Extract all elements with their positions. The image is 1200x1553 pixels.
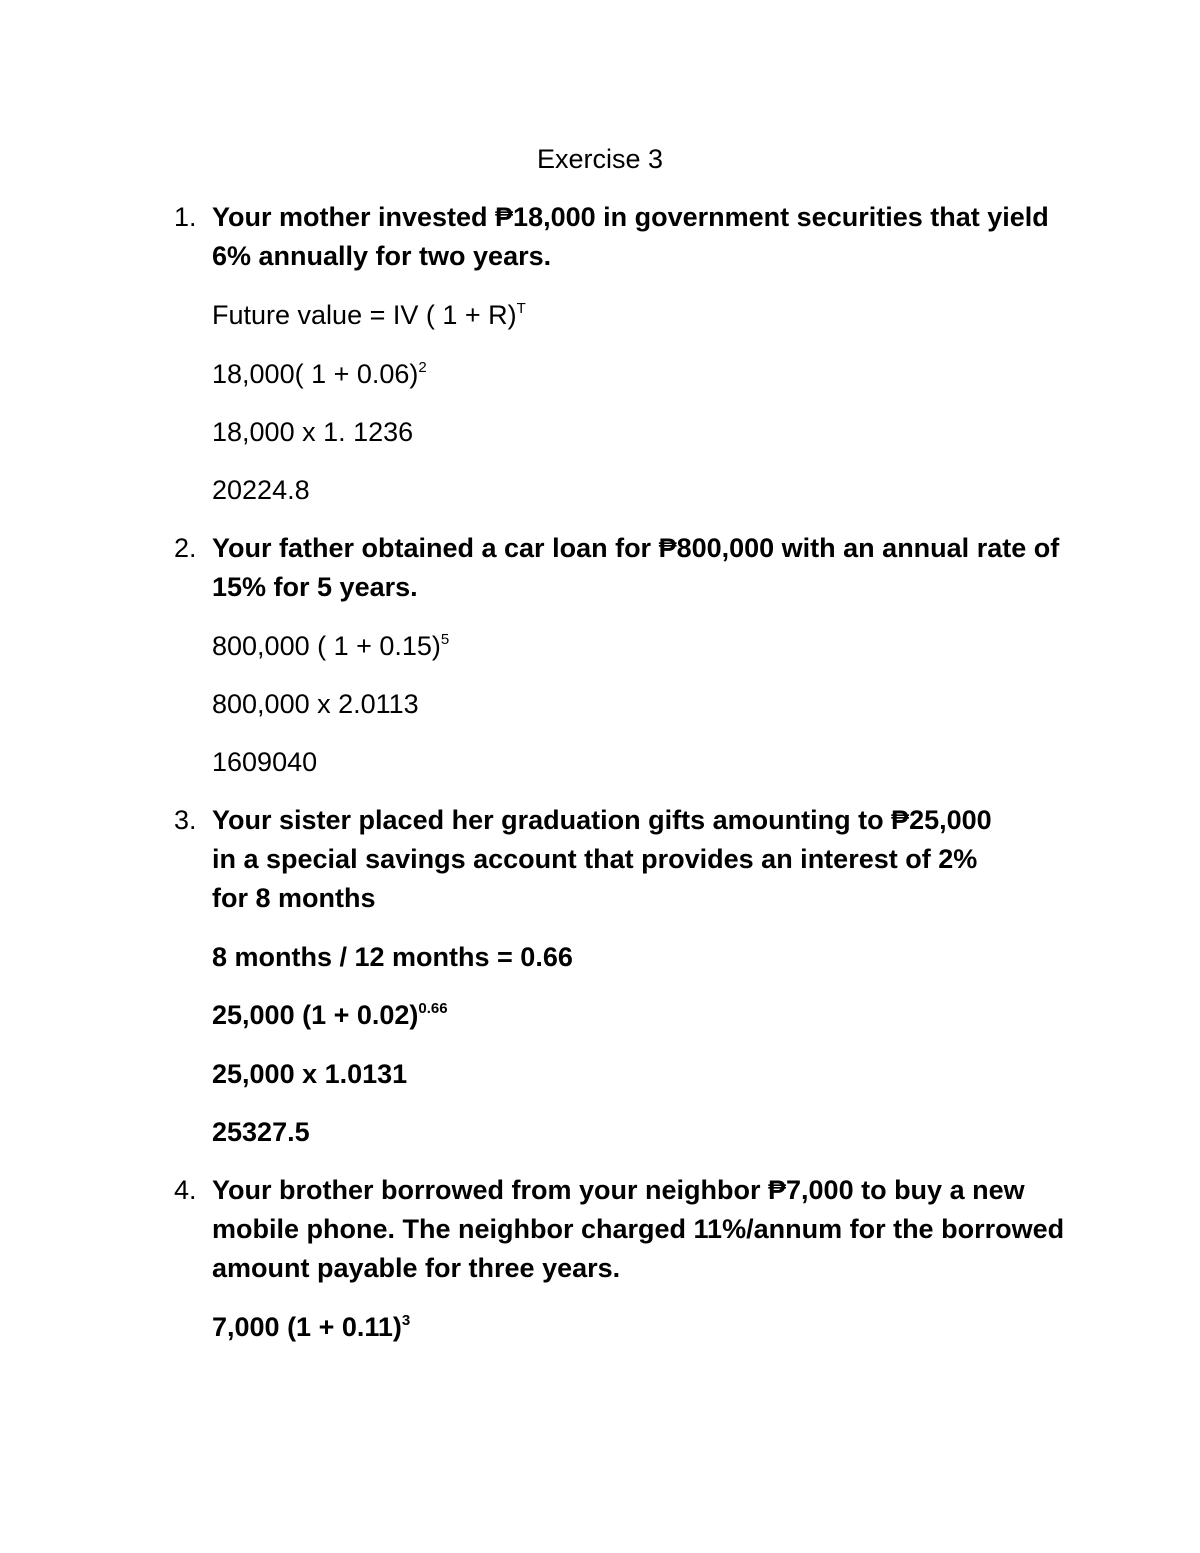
item-number: 4. [174,1175,197,1205]
calculation-step [212,415,413,449]
calculation-step [212,1310,410,1344]
step-base: 25,000 (1 + 0.02) [212,1000,419,1030]
step-exponent: T [516,300,526,317]
step-base: 25,000 x 1.0131 [212,1059,408,1089]
step-exponent: 0.66 [418,1000,448,1017]
calculation-result [212,1115,310,1149]
calculation-step [212,298,526,332]
step-exponent: 5 [440,631,450,648]
step-base: 20224.8 [212,475,310,505]
page-title: Exercise 3 [536,144,664,174]
step-base: 800,000 ( 1 + 0.15) [212,631,441,661]
calculation-step [212,687,419,721]
item-number: 2. [174,533,197,563]
calculation-step [212,1057,407,1091]
step-base: 18,000 x 1. 1236 [212,417,414,447]
question-text: Your sister placed her graduation gifts amounting to ₱25,000 in a special savings account that provides an interest of 2% for 8 months [212,805,992,913]
calculation-step [212,998,448,1032]
step-base: 8 months / 12 months = 0.66 [212,942,573,972]
item-number: 1. [174,202,197,232]
item-number: 3. [174,805,197,835]
question-text: Your brother borrowed from your neighbor ₱7,000 to buy a new mobile phone. The neighbor charged 11%/annum for the borrowed amount payable for three years. [212,1175,1065,1283]
calculation-step [212,357,427,391]
step-base: 18,000( 1 + 0.06) [212,359,419,389]
question-text: Your father obtained a car loan for ₱800,000 with an annual rate of 15% for 5 years. [212,533,1060,602]
step-exponent: 3 [401,1312,411,1329]
step-base: 7,000 (1 + 0.11) [212,1312,402,1342]
step-exponent: 2 [418,359,427,376]
question-text: Your mother invested ₱18,000 in government securities that yield 6% annually for two years. [212,202,1049,271]
calculation-result [212,745,317,779]
step-base: 25327.5 [212,1117,310,1147]
calculation-step [212,629,449,663]
step-base: 800,000 x 2.0113 [212,689,419,719]
step-base: Future value = IV ( 1 + R) [212,300,517,330]
step-base: 1609040 [212,747,318,777]
calculation-step [212,940,573,974]
calculation-result [212,473,310,507]
